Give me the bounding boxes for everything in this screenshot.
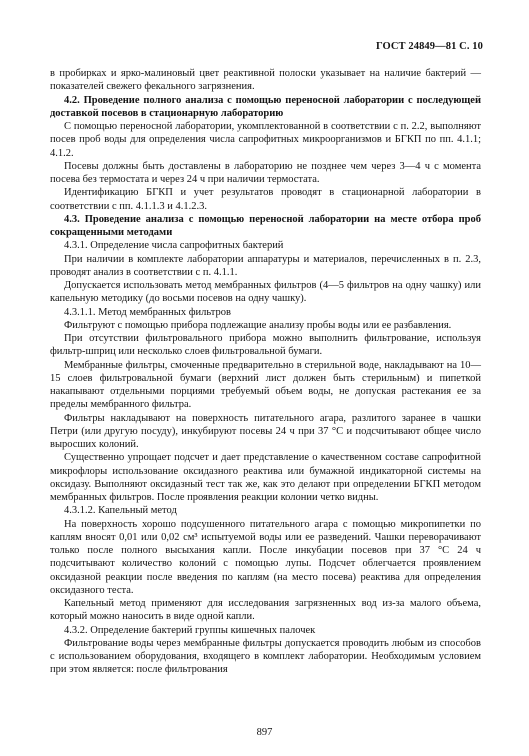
paragraph: При наличии в комплекте лаборатории аппаратуры и материалов, перечисленных в п. 2.3, проводят анализ в соответствии с п. 4.1.1.	[50, 253, 481, 278]
paragraph: При отсутствии фильтровального прибора можно выполнить фильтрование, используя фильтр-шприц или несколько слоев фильтровальной бумаги.	[50, 333, 481, 358]
paragraph: Капельный метод применяют для исследования загрязненных вод из-за малого объема, который можно наносить в виде одной капли.	[50, 598, 481, 623]
page-number: 897	[256, 727, 273, 738]
paragraph: С помощью переносной лаборатории, укомплектованной в соответствии с п. 2.2, выполняют посев проб воды для определения числа сапрофитных микроорганизмов и БГКП по пп. 4.1.1; 4.1.2.	[50, 121, 481, 159]
paragraph: Посевы должны быть доставлены в лабораторию не позднее чем через 3—4 ч с момента посева без термостата и через 24 ч при наличии термостата.	[50, 160, 481, 185]
paragraph: На поверхность хорошо подсушенного питательного агара с помощью микропипетки по каплям вносят 0,01 или 0,02 см³ испытуемой воды или ее разведений. Чашки переворачивают только после полного высыхания капли. После инкубации посевов при 37 °С 24 ч подсчитывают количество колоний с помощью лупы. Подсчет облегчается проявлением оксидазной реакции после введения по каплям (на место посева) реактива для определения оксидазного теста.	[50, 518, 481, 596]
subsection-heading: 4.3.1.1. Метод мембранных фильтров	[64, 306, 231, 318]
paragraph: Фильтры накладывают на поверхность питательного агара, разлитого заранее в чашки Петри (или другую посуду), инкубируют посевы 24 ч при 37 °С и подсчитывают общее число выросших колоний.	[50, 412, 481, 450]
page-header: ГОСТ 24849—81 С. 10	[375, 41, 483, 52]
paragraph: Мембранные фильтры, смоченные предварительно в стерильной воде, накладывают на 10—15 слоев фильтровальной бумаги (верхний лист должен быть стерильным) и пипеткой накапывают отдельными порциями требуемый объем воды, не допуская растекания ее за пределы мембранного фильтра.	[50, 359, 481, 411]
subsection-heading: 4.3.1. Определение числа сапрофитных бактерий	[64, 240, 284, 252]
section-heading: 4.3. Проведение анализа с помощью переносной лаборатории на месте отбора проб сокращенными методами	[50, 213, 481, 238]
paragraph: в пробирках и ярко-малиновый цвет реактивной полоски указывает на наличие бактерий — показателей свежего фекального загрязнения.	[50, 68, 481, 93]
document-body	[50, 67, 481, 677]
paragraph: Существенно упрощает подсчет и дает представление о качественном составе сапрофитной микрофлоры использование оксидазного реактива или бумажной индикаторной системы на оксидазу. Выполняют оксидазный тест так же, как это делают при определении БГКП методом мембранных фильтров. После проявления реакции колонии четко видны.	[50, 452, 481, 503]
section-heading: 4.2. Проведение полного анализа с помощью переносной лаборатории с последующей доставкой посевов в стационарную лабораторию	[50, 94, 481, 119]
paragraph: Фильтруют с помощью прибора подлежащие анализу пробы воды или ее разбавления.	[64, 319, 452, 331]
subsection-heading: 4.3.2. Определение бактерий группы кишечных палочек	[64, 624, 316, 636]
paragraph: Допускается использовать метод мембранных фильтров (4—5 фильтров на одну чашку) или капельную методику (до восьми посевов на одну чашку).	[50, 280, 481, 305]
paragraph: Идентификацию БГКП и учет результатов проводят в стационарной лаборатории в соответствии с пп. 4.1.1.3 и 4.1.2.3.	[50, 187, 481, 212]
subsection-heading: 4.3.1.2. Капельный метод	[64, 505, 177, 517]
paragraph: Фильтрование воды через мембранные фильтры допускается проводить любым из способов с использованием оборудования, входящего в комплект лаборатории. Необходимым условием при этом является: после фильтрования	[50, 637, 481, 676]
